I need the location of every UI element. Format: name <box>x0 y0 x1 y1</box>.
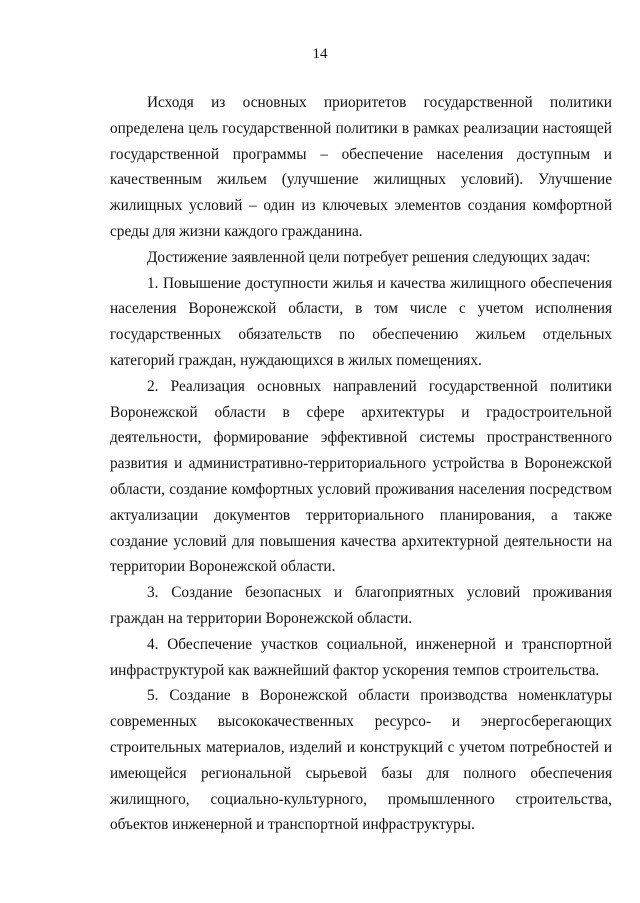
paragraph-task-4: 4. Обеспечение участков социальной, инженерной и транспортной инфраструктурой как важнейший фактор ускорения темпов строительства. <box>110 635 612 679</box>
paragraph-goal: Исходя из основных приоритетов государственной политики определена цель государственной политики в рамках реализации настоящей государственной программы – обеспечение населения доступным и качественным жильем (улучшение жилищных условий). Улучшение жилищных условий – один из ключевых элементов создания комфортной среды для жизни каждого гражданина. <box>110 94 612 240</box>
paragraph-task-3: 3. Создание безопасных и благоприятных условий проживания граждан на территории Воронежской области. <box>110 584 612 627</box>
page-number: 14 <box>312 46 328 62</box>
paragraph-task-2: 2. Реализация основных направлений государственной политики Воронежской области в сфере архитектуры и градостроительной деятельности, формирование эффективной системы пространственного развития и административно-территориального устройства в Воронежской области, создание комфортных условий проживания населения посредством актуализации документов территориального планирования, а также создание условий для повышения качества архитектурной деятельности на территории Воронежской области. <box>110 377 612 576</box>
paragraph-task-1: 1. Повышение доступности жилья и качества жилищного обеспечения населения Воронежской области, в том числе с учетом исполнения государственных обязательств по обеспечению жильем отдельных категорий граждан, нуждающихся в жилых помещениях. <box>110 274 612 369</box>
paragraph-tasks-intro: Достижение заявленной цели потребует решения следующих задач: <box>147 248 591 266</box>
document-body <box>110 90 612 838</box>
paragraph-task-5: 5. Создание в Воронежской области производства номенклатуры современных высококачественных ресурсо- и энергосберегающих строительных материалов, изделий и конструкций с учетом потребностей и имеющейся региональной сырьевой базы для полного обеспечения жилищного, социально-культурного, промышленного строительства, объектов инженерной и транспортной инфраструктуры. <box>110 687 612 834</box>
